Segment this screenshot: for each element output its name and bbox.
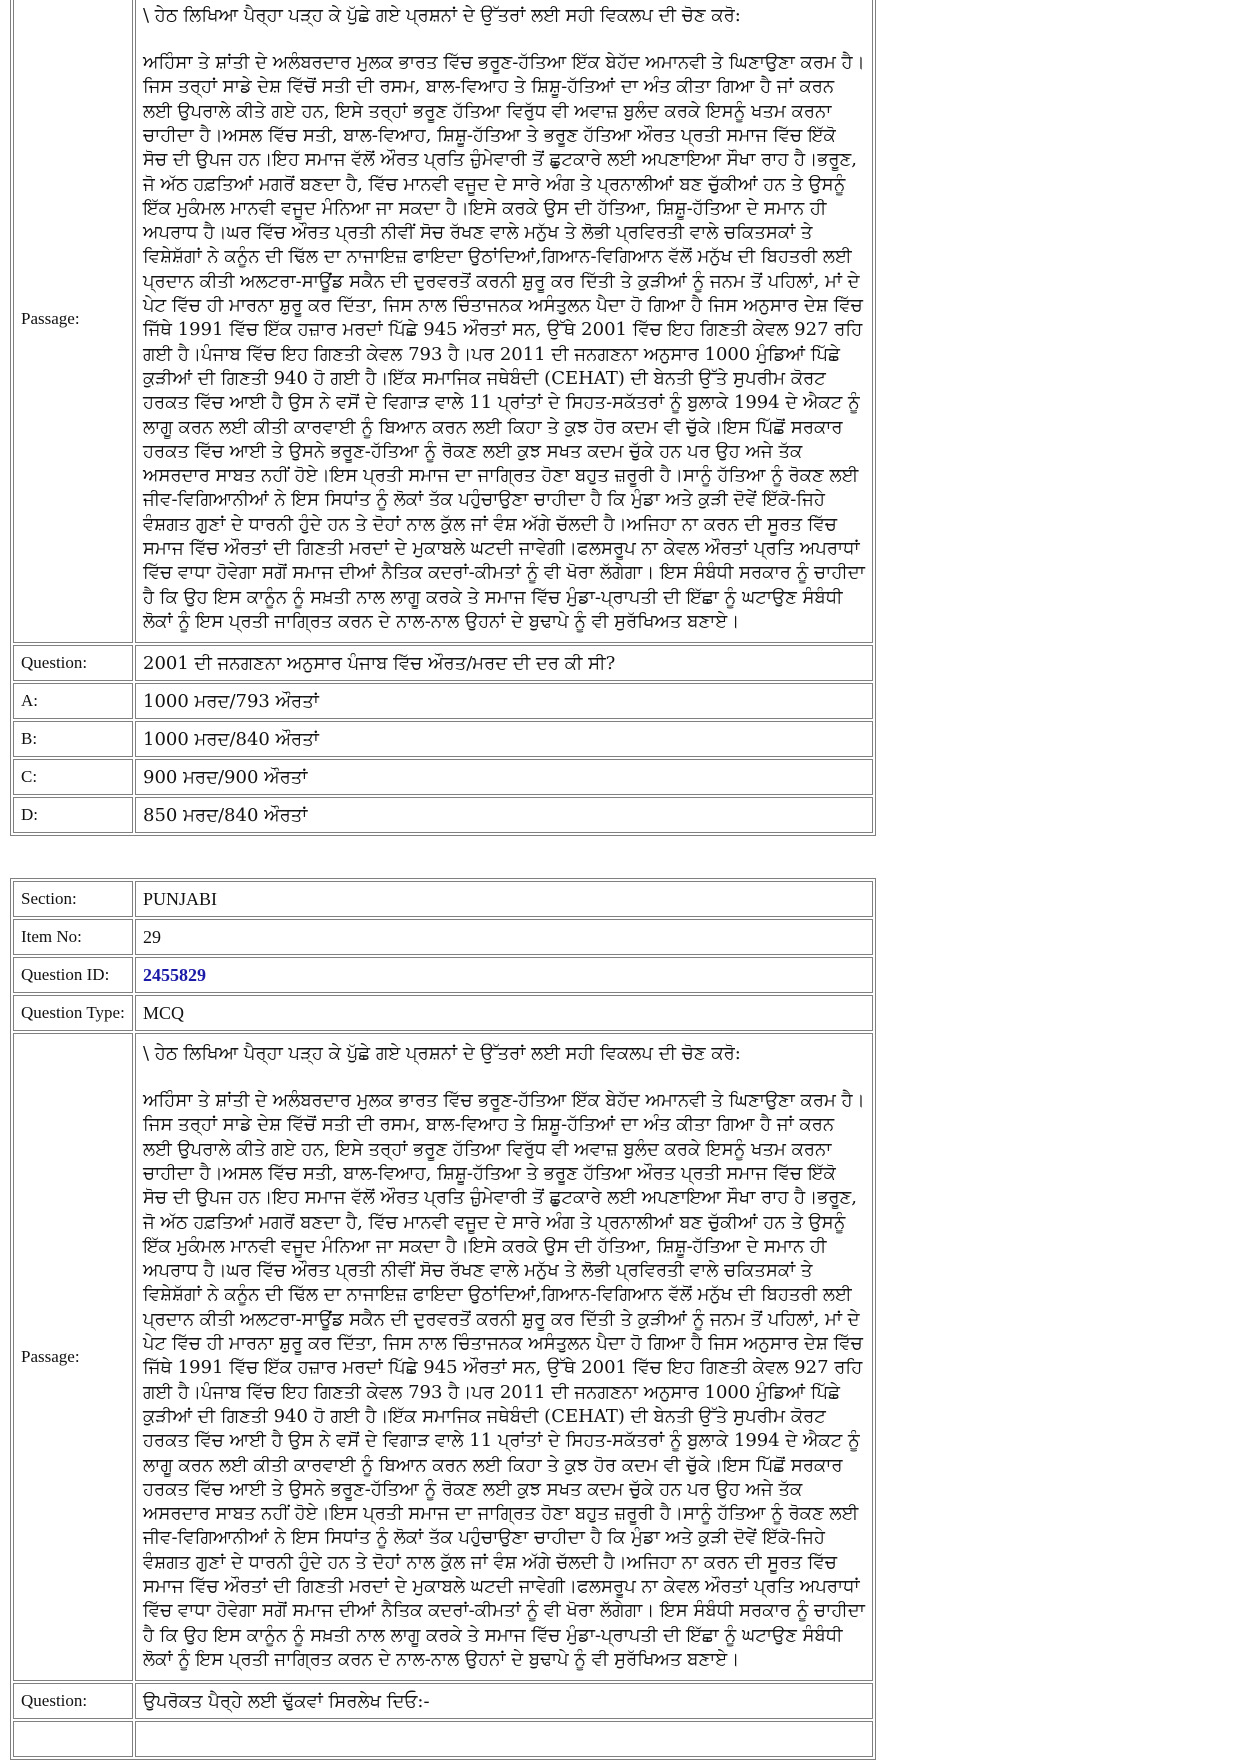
question-label: Question: — [13, 1683, 133, 1719]
passage-label: Passage: — [13, 0, 133, 643]
item-no-value: 29 — [135, 919, 873, 955]
passage-body: ਅਹਿੰਸਾ ਤੇ ਸ਼ਾਂਤੀ ਦੇ ਅਲੰਬਰਦਾਰ ਮੁਲਕ ਭਾਰਤ ਵਿੱਚ ਭਰੂਣ-ਹੱਤਿਆ ਇੱਕ ਬੇਹੱਦ ਅਮਾਨਵੀ ਤੇ ਘਿਣਾਉਣਾ ਕਰਮ ਹੈ।ਜਿਸ ਤਰ੍ਹਾਂ ਸਾਡੇ ਦੇਸ਼ ਵਿੱਚੋਂ ਸਤੀ ਦੀ ਰਸਮ, ਬਾਲ-ਵਿਆਹ ਤੇ ਸ਼ਿਸ਼ੂ-ਹੱਤਿਆਂ ਦਾ ਅੰਤ ਕੀਤਾ ਗਿਆ ਹੈ ਜਾਂ ਕਰਨ ਲਈ ਉਪਰਾਲੇ ਕੀਤੇ ਗਏ ਹਨ, ਇਸੇ ਤਰ੍ਹਾਂ ਭਰੂਣ ਹੱਤਿਆ ਵਿਰੁੱਧ ਵੀ ਅਵਾਜ਼ ਬੁਲੰਦ ਕਰਕੇ ਇਸਨੂੰ ਖਤਮ ਕਰਨਾ ਚਾਹੀਦਾ ਹੈ।ਅਸਲ ਵਿੱਚ ਸਤੀ, ਬਾਲ-ਵਿਆਹ, ਸ਼ਿਸ਼ੂ-ਹੱਤਿਆ ਤੇ ਭਰੂਣ ਹੱਤਿਆ ਔਰਤ ਪ੍ਰਤੀ ਸਮਾਜ ਵਿੱਚ ਇੱਕੋ ਸੋਚ ਦੀ ਉਪਜ ਹਨ।ਇਹ ਸਮਾਜ ਵੱਲੋਂ ਔਰਤ ਪ੍ਰਤਿ ਜ਼ੁੰਮੇਵਾਰੀ ਤੋਂ ਛੁਟਕਾਰੇ ਲਈ ਅਪਣਾਇਆ ਸੌਖਾ ਰਾਹ ਹੈ।ਭਰੂਣ, ਜੋ ਅੱਠ ਹਫ਼ਤਿਆਂ ਮਗਰੋਂ ਬਣਦਾ ਹੈ, ਵਿੱਚ ਮਾਨਵੀ ਵਜੂਦ ਦੇ ਸਾਰੇ ਅੰਗ ਤੇ ਪ੍ਰਨਾਲੀਆਂ ਬਣ ਚੁੱਕੀਆਂ ਹਨ ਤੇ ਉਸਨੂੰ ਇੱਕ ਮੁਕੰਮਲ ਮਾਨਵੀ ਵਜੂਦ ਮੰਨਿਆ ਜਾ ਸਕਦਾ ਹੈ।ਇਸੇ ਕਰਕੇ ਉਸ ਦੀ ਹੱਤਿਆ, ਸ਼ਿਸ਼ੂ-ਹੱਤਿਆ ਦੇ ਸਮਾਨ ਹੀ ਅਪਰਾਧ ਹੈ।ਘਰ ਵਿੱਚ ਔਰਤ ਪ੍ਰਤੀ ਨੀਵੀਂ ਸੋਚ ਰੱਖਣ ਵਾਲੇ ਮਨੁੱਖ ਤੇ ਲੋਭੀ ਪ੍ਰਵਿਰਤੀ ਵਾਲੇ ਚਕਿਤਸਕਾਂ ਤੇ ਵਿਸ਼ੇਸ਼ੱਗਾਂ ਨੇ ਕਨੂੰਨ ਦੀ ਢਿੱਲ ਦਾ ਨਾਜਾਇਜ਼ ਫਾਇਦਾ ਉਠਾਂਦਿਆਂ,ਗਿਆਨ-ਵਿਗਿਆਨ ਵੱਲੋਂ ਮਨੁੱਖ ਦੀ ਬਿਹਤਰੀ ਲਈ ਪ੍ਰਦਾਨ ਕੀਤੀ ਅਲਟਰਾ-ਸਾਊਂਡ ਸਕੈਨ ਦੀ ਦੁਰਵਰਤੋਂ ਕਰਨੀ ਸ਼ੁਰੂ ਕਰ ਦਿੱਤੀ ਤੇ ਕੁੜੀਆਂ ਨੂੰ ਜਨਮ ਤੋਂ ਪਹਿਲਾਂ, ਮਾਂ ਦੇ ਪੇਟ ਵਿੱਚ ਹੀ ਮਾਰਨਾ ਸ਼ੁਰੂ ਕਰ ਦਿੱਤਾ, ਜਿਸ ਨਾਲ ਚਿੰਤਾਜਨਕ ਅਸੰਤੁਲਨ ਪੈਦਾ ਹੋ ਗਿਆ ਹੈ ਜਿਸ ਅਨੁਸਾਰ ਦੇਸ਼ ਵਿੱਚ ਜਿੱਥੇ 1991 ਵਿੱਚ ਇੱਕ ਹਜ਼ਾਰ ਮਰਦਾਂ ਪਿੱਛੇ 945 ਔਰਤਾਂ ਸਨ, ਉੱਥੇ 2001 ਵਿੱਚ ਇਹ ਗਿਣਤੀ ਕੇਵਲ 927 ਰਹਿ ਗਈ ਹੈ।ਪੰਜਾਬ ਵਿੱਚ ਇਹ ਗਿਣਤੀ ਕੇਵਲ 793 ਹੈ।ਪਰ 2011 ਦੀ ਜਨਗਣਨਾ ਅਨੁਸਾਰ 1000 ਮੁੰਡਿਆਂ ਪਿੱਛੇ ਕੁੜੀਆਂ ਦੀ ਗਿਣਤੀ 940 ਹੋ ਗਈ ਹੈ।ਇੱਕ ਸਮਾਜਿਕ ਜਥੇਬੰਦੀ (CEHAT) ਦੀ ਬੇਨਤੀ ਉੱਤੇ ਸੁਪਰੀਮ ਕੋਰਟ ਹਰਕਤ ਵਿੱਚ ਆਈ ਹੈ ਉਸ ਨੇ ਵਸੋਂ ਦੇ ਵਿਗਾੜ ਵਾਲੇ 11 ਪ੍ਰਾਂਤਾਂ ਦੇ ਸਿਹਤ-ਸਕੱਤਰਾਂ ਨੂੰ ਬੁਲਾਕੇ 1994 ਦੇ ਐਕਟ ਨੂੰ ਲਾਗੂ ਕਰਨ ਲਈ ਕੀਤੀ ਕਾਰਵਾਈ ਨੂੰ ਬਿਆਨ ਕਰਨ ਲਈ ਕਿਹਾ ਤੇ ਕੁਝ ਹੋਰ ਕਦਮ ਵੀ ਚੁੱਕੇ।ਇਸ ਪਿੱਛੋਂ ਸਰਕਾਰ ਹਰਕਤ ਵਿੱਚ ਆਈ ਤੇ ਉਸਨੇ ਭਰੂਣ-ਹੱਤਿਆ ਨੂੰ ਰੋਕਣ ਲਈ ਕੁਝ ਸਖਤ ਕਦਮ ਚੁੱਕੇ ਹਨ ਪਰ ਉਹ ਅਜੇ ਤੱਕ ਅਸਰਦਾਰ ਸਾਬਤ ਨਹੀਂ ਹੋਏ।ਇਸ ਪ੍ਰਤੀ ਸਮਾਜ ਦਾ ਜਾਗ੍ਰਿਤ ਹੋਣਾ ਬਹੁਤ ਜ਼ਰੂਰੀ ਹੈ।ਸਾਨੂੰ ਹੱਤਿਆ ਨੂੰ ਰੋਕਣ ਲਈ ਜੀਵ-ਵਿਗਿਆਨੀਆਂ ਨੇ ਇਸ ਸਿਧਾਂਤ ਨੂੰ ਲੋਕਾਂ ਤੱਕ ਪਹੁੰਚਾਉਣਾ ਚਾਹੀਦਾ ਹੈ ਕਿ ਮੁੰਡਾ ਅਤੇ ਕੁੜੀ ਦੋਵੇਂ ਇੱਕੋ-ਜਿਹੇ ਵੰਸ਼ਗਤ ਗੁਣਾਂ ਦੇ ਧਾਰਨੀ ਹੁੰਦੇ ਹਨ ਤੇ ਦੋਹਾਂ ਨਾਲ ਕੁੱਲ ਜਾਂ ਵੰਸ਼ ਅੱਗੇ ਚੱਲਦੀ ਹੈ।ਅਜਿਹਾ ਨਾ ਕਰਨ ਦੀ ਸੂਰਤ ਵਿੱਚ ਸਮਾਜ ਵਿੱਚ ਔਰਤਾਂ ਦੀ ਗਿਣਤੀ ਮਰਦਾਂ ਦੇ ਮੁਕਾਬਲੇ ਘਟਦੀ ਜਾਵੇਗੀ।ਫਲਸਰੂਪ ਨਾ ਕੇਵਲ ਔਰਤਾਂ ਪ੍ਰਤਿ ਅਪਰਾਧਾਂ ਵਿੱਚ ਵਾਧਾ ਹੋਵੇਗਾ ਸਗੋਂ ਸਮਾਜ ਦੀਆਂ ਨੈਤਿਕ ਕਦਰਾਂ-ਕੀਮਤਾਂ ਨੂੰ ਵੀ ਖੋਰਾ ਲੱਗੇਗਾ। ਇਸ ਸੰਬੰਧੀ ਸਰਕਾਰ ਨੂੰ ਚਾਹੀਦਾ ਹੈ ਕਿ ਉਹ ਇਸ ਕਾਨੂੰਨ ਨੂੰ ਸਖ਼ਤੀ ਨਾਲ ਲਾਗੂ ਕਰਕੇ ਤੇ ਸਮਾਜ ਵਿੱਚ ਮੁੰਡਾ-ਪ੍ਰਾਪਤੀ ਦੀ ਇੱਛਾ ਨੂੰ ਘਟਾਉਣ ਸੰਬੰਧੀ ਲੋਕਾਂ ਨੂੰ ਇਸ ਪ੍ਰਤੀ ਜਾਗ੍ਰਿਤ ਕਰਨ ਦੇ ਨਾਲ-ਨਾਲ ਉਹਨਾਂ ਦੇ ਬੁਢਾਪੇ ਨੂੰ ਵੀ ਸੁਰੱਖਿਅਤ ਬਣਾਏ। — [143, 1090, 865, 1670]
question-label: Question: — [13, 645, 133, 681]
option-b-label: B: — [13, 721, 133, 757]
question-id-value: 2455829 — [135, 957, 873, 993]
section-label: Section: — [13, 881, 133, 917]
question-type-value: MCQ — [135, 995, 873, 1031]
question-block-28 — [10, 0, 876, 836]
passage-instruction: \ ਹੇਠ ਲਿਖਿਆ ਪੈਰ੍ਹਾ ਪੜ੍ਹ ਕੇ ਪੁੱਛੇ ਗਏ ਪ੍ਰਸ਼ਨਾਂ ਦੇ ਉੱਤਰਾਂ ਲਈ ਸਹੀ ਵਿਕਲਪ ਦੀ ਚੋਣ ਕਰੋ: — [143, 4, 741, 26]
option-a-label — [13, 1721, 133, 1757]
passage-body: ਅਹਿੰਸਾ ਤੇ ਸ਼ਾਂਤੀ ਦੇ ਅਲੰਬਰਦਾਰ ਮੁਲਕ ਭਾਰਤ ਵਿੱਚ ਭਰੂਣ-ਹੱਤਿਆ ਇੱਕ ਬੇਹੱਦ ਅਮਾਨਵੀ ਤੇ ਘਿਣਾਉਣਾ ਕਰਮ ਹੈ।ਜਿਸ ਤਰ੍ਹਾਂ ਸਾਡੇ ਦੇਸ਼ ਵਿੱਚੋਂ ਸਤੀ ਦੀ ਰਸਮ, ਬਾਲ-ਵਿਆਹ ਤੇ ਸ਼ਿਸ਼ੂ-ਹੱਤਿਆਂ ਦਾ ਅੰਤ ਕੀਤਾ ਗਿਆ ਹੈ ਜਾਂ ਕਰਨ ਲਈ ਉਪਰਾਲੇ ਕੀਤੇ ਗਏ ਹਨ, ਇਸੇ ਤਰ੍ਹਾਂ ਭਰੂਣ ਹੱਤਿਆ ਵਿਰੁੱਧ ਵੀ ਅਵਾਜ਼ ਬੁਲੰਦ ਕਰਕੇ ਇਸਨੂੰ ਖਤਮ ਕਰਨਾ ਚਾਹੀਦਾ ਹੈ।ਅਸਲ ਵਿੱਚ ਸਤੀ, ਬਾਲ-ਵਿਆਹ, ਸ਼ਿਸ਼ੂ-ਹੱਤਿਆ ਤੇ ਭਰੂਣ ਹੱਤਿਆ ਔਰਤ ਪ੍ਰਤੀ ਸਮਾਜ ਵਿੱਚ ਇੱਕੋ ਸੋਚ ਦੀ ਉਪਜ ਹਨ।ਇਹ ਸਮਾਜ ਵੱਲੋਂ ਔਰਤ ਪ੍ਰਤਿ ਜ਼ੁੰਮੇਵਾਰੀ ਤੋਂ ਛੁਟਕਾਰੇ ਲਈ ਅਪਣਾਇਆ ਸੌਖਾ ਰਾਹ ਹੈ।ਭਰੂਣ, ਜੋ ਅੱਠ ਹਫ਼ਤਿਆਂ ਮਗਰੋਂ ਬਣਦਾ ਹੈ, ਵਿੱਚ ਮਾਨਵੀ ਵਜੂਦ ਦੇ ਸਾਰੇ ਅੰਗ ਤੇ ਪ੍ਰਨਾਲੀਆਂ ਬਣ ਚੁੱਕੀਆਂ ਹਨ ਤੇ ਉਸਨੂੰ ਇੱਕ ਮੁਕੰਮਲ ਮਾਨਵੀ ਵਜੂਦ ਮੰਨਿਆ ਜਾ ਸਕਦਾ ਹੈ।ਇਸੇ ਕਰਕੇ ਉਸ ਦੀ ਹੱਤਿਆ, ਸ਼ਿਸ਼ੂ-ਹੱਤਿਆ ਦੇ ਸਮਾਨ ਹੀ ਅਪਰਾਧ ਹੈ।ਘਰ ਵਿੱਚ ਔਰਤ ਪ੍ਰਤੀ ਨੀਵੀਂ ਸੋਚ ਰੱਖਣ ਵਾਲੇ ਮਨੁੱਖ ਤੇ ਲੋਭੀ ਪ੍ਰਵਿਰਤੀ ਵਾਲੇ ਚਕਿਤਸਕਾਂ ਤੇ ਵਿਸ਼ੇਸ਼ੱਗਾਂ ਨੇ ਕਨੂੰਨ ਦੀ ਢਿੱਲ ਦਾ ਨਾਜਾਇਜ਼ ਫਾਇਦਾ ਉਠਾਂਦਿਆਂ,ਗਿਆਨ-ਵਿਗਿਆਨ ਵੱਲੋਂ ਮਨੁੱਖ ਦੀ ਬਿਹਤਰੀ ਲਈ ਪ੍ਰਦਾਨ ਕੀਤੀ ਅਲਟਰਾ-ਸਾਊਂਡ ਸਕੈਨ ਦੀ ਦੁਰਵਰਤੋਂ ਕਰਨੀ ਸ਼ੁਰੂ ਕਰ ਦਿੱਤੀ ਤੇ ਕੁੜੀਆਂ ਨੂੰ ਜਨਮ ਤੋਂ ਪਹਿਲਾਂ, ਮਾਂ ਦੇ ਪੇਟ ਵਿੱਚ ਹੀ ਮਾਰਨਾ ਸ਼ੁਰੂ ਕਰ ਦਿੱਤਾ, ਜਿਸ ਨਾਲ ਚਿੰਤਾਜਨਕ ਅਸੰਤੁਲਨ ਪੈਦਾ ਹੋ ਗਿਆ ਹੈ ਜਿਸ ਅਨੁਸਾਰ ਦੇਸ਼ ਵਿੱਚ ਜਿੱਥੇ 1991 ਵਿੱਚ ਇੱਕ ਹਜ਼ਾਰ ਮਰਦਾਂ ਪਿੱਛੇ 945 ਔਰਤਾਂ ਸਨ, ਉੱਥੇ 2001 ਵਿੱਚ ਇਹ ਗਿਣਤੀ ਕੇਵਲ 927 ਰਹਿ ਗਈ ਹੈ।ਪੰਜਾਬ ਵਿੱਚ ਇਹ ਗਿਣਤੀ ਕੇਵਲ 793 ਹੈ।ਪਰ 2011 ਦੀ ਜਨਗਣਨਾ ਅਨੁਸਾਰ 1000 ਮੁੰਡਿਆਂ ਪਿੱਛੇ ਕੁੜੀਆਂ ਦੀ ਗਿਣਤੀ 940 ਹੋ ਗਈ ਹੈ।ਇੱਕ ਸਮਾਜਿਕ ਜਥੇਬੰਦੀ (CEHAT) ਦੀ ਬੇਨਤੀ ਉੱਤੇ ਸੁਪਰੀਮ ਕੋਰਟ ਹਰਕਤ ਵਿੱਚ ਆਈ ਹੈ ਉਸ ਨੇ ਵਸੋਂ ਦੇ ਵਿਗਾੜ ਵਾਲੇ 11 ਪ੍ਰਾਂਤਾਂ ਦੇ ਸਿਹਤ-ਸਕੱਤਰਾਂ ਨੂੰ ਬੁਲਾਕੇ 1994 ਦੇ ਐਕਟ ਨੂੰ ਲਾਗੂ ਕਰਨ ਲਈ ਕੀਤੀ ਕਾਰਵਾਈ ਨੂੰ ਬਿਆਨ ਕਰਨ ਲਈ ਕਿਹਾ ਤੇ ਕੁਝ ਹੋਰ ਕਦਮ ਵੀ ਚੁੱਕੇ।ਇਸ ਪਿੱਛੋਂ ਸਰਕਾਰ ਹਰਕਤ ਵਿੱਚ ਆਈ ਤੇ ਉਸਨੇ ਭਰੂਣ-ਹੱਤਿਆ ਨੂੰ ਰੋਕਣ ਲਈ ਕੁਝ ਸਖਤ ਕਦਮ ਚੁੱਕੇ ਹਨ ਪਰ ਉਹ ਅਜੇ ਤੱਕ ਅਸਰਦਾਰ ਸਾਬਤ ਨਹੀਂ ਹੋਏ।ਇਸ ਪ੍ਰਤੀ ਸਮਾਜ ਦਾ ਜਾਗ੍ਰਿਤ ਹੋਣਾ ਬਹੁਤ ਜ਼ਰੂਰੀ ਹੈ।ਸਾਨੂੰ ਹੱਤਿਆ ਨੂੰ ਰੋਕਣ ਲਈ ਜੀਵ-ਵਿਗਿਆਨੀਆਂ ਨੇ ਇਸ ਸਿਧਾਂਤ ਨੂੰ ਲੋਕਾਂ ਤੱਕ ਪਹੁੰਚਾਉਣਾ ਚਾਹੀਦਾ ਹੈ ਕਿ ਮੁੰਡਾ ਅਤੇ ਕੁੜੀ ਦੋਵੇਂ ਇੱਕੋ-ਜਿਹੇ ਵੰਸ਼ਗਤ ਗੁਣਾਂ ਦੇ ਧਾਰਨੀ ਹੁੰਦੇ ਹਨ ਤੇ ਦੋਹਾਂ ਨਾਲ ਕੁੱਲ ਜਾਂ ਵੰਸ਼ ਅੱਗੇ ਚੱਲਦੀ ਹੈ।ਅਜਿਹਾ ਨਾ ਕਰਨ ਦੀ ਸੂਰਤ ਵਿੱਚ ਸਮਾਜ ਵਿੱਚ ਔਰਤਾਂ ਦੀ ਗਿਣਤੀ ਮਰਦਾਂ ਦੇ ਮੁਕਾਬਲੇ ਘਟਦੀ ਜਾਵੇਗੀ।ਫਲਸਰੂਪ ਨਾ ਕੇਵਲ ਔਰਤਾਂ ਪ੍ਰਤਿ ਅਪਰਾਧਾਂ ਵਿੱਚ ਵਾਧਾ ਹੋਵੇਗਾ ਸਗੋਂ ਸਮਾਜ ਦੀਆਂ ਨੈਤਿਕ ਕਦਰਾਂ-ਕੀਮਤਾਂ ਨੂੰ ਵੀ ਖੋਰਾ ਲੱਗੇਗਾ। ਇਸ ਸੰਬੰਧੀ ਸਰਕਾਰ ਨੂੰ ਚਾਹੀਦਾ ਹੈ ਕਿ ਉਹ ਇਸ ਕਾਨੂੰਨ ਨੂੰ ਸਖ਼ਤੀ ਨਾਲ ਲਾਗੂ ਕਰਕੇ ਤੇ ਸਮਾਜ ਵਿੱਚ ਮੁੰਡਾ-ਪ੍ਰਾਪਤੀ ਦੀ ਇੱਛਾ ਨੂੰ ਘਟਾਉਣ ਸੰਬੰਧੀ ਲੋਕਾਂ ਨੂੰ ਇਸ ਪ੍ਰਤੀ ਜਾਗ੍ਰਿਤ ਕਰਨ ਦੇ ਨਾਲ-ਨਾਲ ਉਹਨਾਂ ਦੇ ਬੁਢਾਪੇ ਨੂੰ ਵੀ ਸੁਰੱਖਿਅਤ ਬਣਾਏ। — [143, 52, 865, 632]
question-text: ਉਪਰੋਕਤ ਪੈਰ੍ਹੇ ਲਈ ਢੁੱਕਵਾਂ ਸਿਰਲੇਖ ਦਿਓ:- — [135, 1683, 873, 1719]
option-a-label: A: — [13, 683, 133, 719]
option-b-text: 1000 ਮਰਦ/840 ਔਰਤਾਂ — [135, 721, 873, 757]
passage-instruction: \ ਹੇਠ ਲਿਖਿਆ ਪੈਰ੍ਹਾ ਪੜ੍ਹ ਕੇ ਪੁੱਛੇ ਗਏ ਪ੍ਰਸ਼ਨਾਂ ਦੇ ਉੱਤਰਾਂ ਲਈ ਸਹੀ ਵਿਕਲਪ ਦੀ ਚੋਣ ਕਰੋ: — [143, 1042, 741, 1064]
option-d-label: D: — [13, 797, 133, 833]
passage-label: Passage: — [13, 1033, 133, 1681]
question-id-label: Question ID: — [13, 957, 133, 993]
option-c-text: 900 ਮਰਦ/900 ਔਰਤਾਂ — [135, 759, 873, 795]
option-d-text: 850 ਮਰਦ/840 ਔਰਤਾਂ — [135, 797, 873, 833]
question-type-label: Question Type: — [13, 995, 133, 1031]
option-c-label: C: — [13, 759, 133, 795]
passage-text — [135, 0, 873, 643]
option-a-text — [135, 1721, 873, 1757]
question-text: 2001 ਦੀ ਜਨਗਣਨਾ ਅਨੁਸਾਰ ਪੰਜਾਬ ਵਿੱਚ ਔਰਤ/ਮਰਦ ਦੀ ਦਰ ਕੀ ਸੀ? — [135, 645, 873, 681]
section-value: PUNJABI — [135, 881, 873, 917]
passage-text — [135, 1033, 873, 1681]
question-block-29 — [10, 878, 876, 1760]
item-no-label: Item No: — [13, 919, 133, 955]
option-a-text: 1000 ਮਰਦ/793 ਔਰਤਾਂ — [135, 683, 873, 719]
